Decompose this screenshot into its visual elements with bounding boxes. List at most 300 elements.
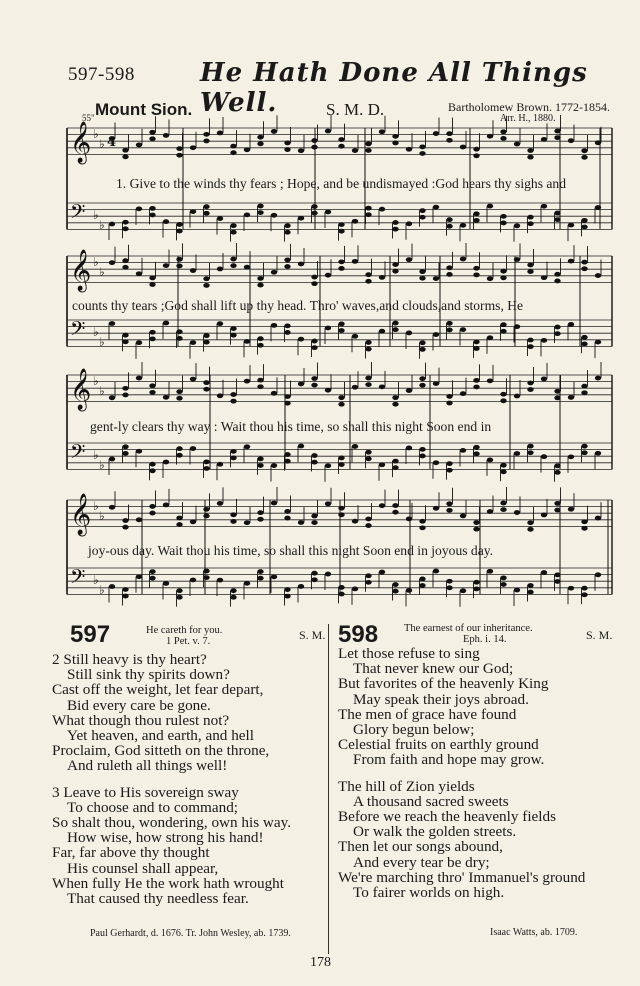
note-head [190,209,196,214]
note-head [257,210,263,215]
note-head [176,389,182,394]
note-head [487,569,493,574]
hymn-598-caption: The earnest of our inheritance. [404,623,533,634]
note-head [176,453,182,458]
note-head [365,580,371,585]
note-head [419,347,425,352]
note-head [541,454,547,459]
flat-icon: ♭ [99,218,105,232]
note-head [257,204,263,209]
note-head [230,449,236,454]
note-head [419,276,425,281]
note-head [406,331,412,336]
note-head [433,332,439,337]
note-head [392,402,398,407]
note-head [284,509,290,514]
note-head [595,273,601,278]
bass-clef-icon: 𝄢 [70,440,86,468]
note-head [568,259,574,264]
note-head [203,211,209,216]
note-head [433,276,439,281]
note-head [284,141,290,146]
note-head [284,264,290,269]
verse-line: The men of grace have found [338,705,517,723]
treble-clef-icon: 𝄞 [70,494,92,535]
verse-line: Far, far above thy thought [52,844,210,862]
note-head [325,210,331,215]
note-head [392,262,398,267]
note-head [244,444,250,449]
verse-line: That caused thy needless fear. [67,890,249,908]
note-head [244,379,250,384]
note-head [500,136,506,141]
note-head [176,146,182,151]
note-head [352,385,358,390]
note-head [581,526,587,531]
note-head [190,519,196,524]
note-head [473,520,479,525]
time-signature: 4 [107,135,117,150]
lyric-line-3: gent-ly clears thy way : Wait thou his time, so shall this night Soon end in [90,419,492,434]
note-head [284,330,290,335]
note-head [136,143,142,148]
treble-clef-icon: 𝄞 [70,369,92,410]
note-head [257,141,263,146]
note-head [298,337,304,342]
note-head [473,378,479,383]
note-head [203,569,209,574]
note-head [379,329,385,334]
verse-line: Yet heaven, and earth, and hell [67,727,254,745]
note-head [446,217,452,222]
note-head [136,376,142,381]
note-head [149,282,155,287]
note-head [109,321,115,326]
note-head [473,153,479,158]
note-head [581,384,587,389]
note-head [541,137,547,142]
note-head [392,395,398,400]
note-head [541,204,547,209]
note-head [257,456,263,461]
note-head [500,507,506,512]
note-head [122,594,128,599]
note-head [122,154,128,159]
note-head [284,516,290,521]
note-head [446,265,452,270]
note-head [379,462,385,467]
note-head [487,134,493,139]
note-head [365,340,371,345]
note-head [230,223,236,228]
note-head [230,230,236,235]
note-head [271,213,277,218]
column-divider [328,624,329,954]
note-head [217,131,223,136]
note-head [163,502,169,507]
note-head [149,130,155,135]
note-head [460,257,466,262]
note-head [581,444,587,449]
note-head [203,514,209,519]
note-head [392,582,398,587]
note-head [338,506,344,511]
note-head [446,585,452,590]
note-head [514,451,520,456]
flat-icon: ♭ [99,384,105,398]
arranger-credit: Arr. H., 1880. [500,113,556,124]
lyric-line-2: counts thy tears ;God shall lift up thy head. Thro' waves,and clouds,and storms, He [72,298,524,313]
note-head [109,584,115,589]
hymn-597-stanza-2 [52,652,291,906]
lyric-line-4: joy-ous day. Wait thou his time, so shall this night Soon end in joyous day. [88,543,494,558]
note-head [473,527,479,532]
note-head [473,218,479,223]
note-head [176,588,182,593]
note-head [271,129,277,134]
note-head [230,595,236,600]
note-head [257,463,263,468]
verse-line: Celestial fruits on earthly ground [338,736,539,754]
note-head [244,520,250,525]
note-head [122,226,128,231]
note-head [541,275,547,280]
note-head [217,578,223,583]
note-head [136,449,142,454]
note-head [311,281,317,286]
note-head [419,340,425,345]
note-head [568,138,574,143]
note-head [257,569,263,574]
note-head [122,386,128,391]
note-head [581,335,587,340]
note-head [257,276,263,281]
hymn-598-stanza-1 [338,646,585,900]
note-head [311,345,317,350]
note-head [419,447,425,452]
note-head [595,451,601,456]
note-head [338,456,344,461]
verse-line: Then let our songs abound, [338,838,503,856]
note-head [176,329,182,334]
note-head [203,204,209,209]
note-head [527,450,533,455]
note-head [541,377,547,382]
note-head [541,338,547,343]
note-head [392,134,398,139]
note-head [487,378,493,383]
note-head [433,131,439,136]
flat-icon: ♭ [93,255,99,269]
note-head [500,329,506,334]
note-head [487,335,493,340]
note-head [446,224,452,229]
note-head [122,587,128,592]
note-head [109,457,115,462]
note-head [527,590,533,595]
note-head [190,340,196,345]
note-head [311,520,317,525]
note-head [581,155,587,160]
note-head [541,513,547,518]
note-head [446,501,452,506]
flat-icon: ♭ [99,583,105,597]
verse-line: But favorites of the heavenly King [338,675,549,693]
note-head [338,144,344,149]
note-head [284,594,290,599]
note-head [581,586,587,591]
metronome-mark: 55" [82,113,95,123]
note-head [379,129,385,134]
note-head [500,322,506,327]
note-head [473,451,479,456]
note-head [568,586,574,591]
note-head [257,336,263,341]
note-head [527,269,533,274]
note-head [581,225,587,230]
note-head [217,393,223,398]
note-head [568,507,574,512]
note-head [514,223,520,228]
note-head [109,395,115,400]
note-head [527,444,533,449]
note-head [568,322,574,327]
verse-line: Proclaim, God sitteth on the throne, [52,742,270,760]
note-head [338,402,344,407]
note-head [365,517,371,522]
note-head [392,465,398,470]
note-head [217,216,223,221]
note-head [257,576,263,581]
note-head [149,336,155,341]
note-head [419,215,425,220]
note-head [473,580,479,585]
verse-line: The hill of Zion yields [338,777,475,795]
note-head [203,387,209,392]
note-head [581,519,587,524]
note-head [527,215,533,220]
verse-line: 3 Leave to His sovereign sway [52,783,239,801]
note-head [230,263,236,268]
note-head [406,221,412,226]
note-head [419,576,425,581]
note-head [163,581,169,586]
note-head [244,581,250,586]
note-head [163,263,169,268]
verse-line: And ruleth all things well! [67,757,228,775]
note-head [325,326,331,331]
note-head [406,446,412,451]
note-head [500,501,506,506]
note-head [392,503,398,508]
note-head [365,376,371,381]
note-head [271,270,277,275]
note-head [109,222,115,227]
note-head [230,257,236,262]
note-head [203,507,209,512]
note-head [581,218,587,223]
page-number: 178 [310,955,331,970]
note-head [149,276,155,281]
note-head [271,501,277,506]
note-head [365,212,371,217]
note-head [365,279,371,284]
hymn-597-number: 597 [70,621,111,648]
note-head [473,272,479,277]
note-head [527,148,533,153]
composer-credit: Bartholomew Brown. 1772-1854. [448,100,610,114]
note-head [554,331,560,336]
verse-line: When fully He the work hath wrought [52,874,284,892]
note-head [257,384,263,389]
note-head [149,330,155,335]
note-head [338,328,344,333]
note-head [122,444,128,449]
page-title: He Hath Done All Things Well. [200,58,588,118]
verse-line: What though thou rulest not? [52,711,230,729]
note-head [392,141,398,146]
note-head [230,399,236,404]
note-head [122,220,128,225]
note-head [527,520,533,525]
note-head [311,376,317,381]
note-head [379,570,385,575]
note-head [406,147,412,152]
note-head [500,582,506,587]
note-head [446,272,452,277]
note-head [176,153,182,158]
note-head [487,276,493,281]
note-head [446,328,452,333]
note-head [527,221,533,226]
tune-name: Mount Sion. [95,100,193,119]
note-head [338,259,344,264]
note-head [514,142,520,147]
note-head [122,148,128,153]
hymn-597-author: Paul Gerhardt, d. 1676. Tr. John Wesley, ab. 1739. [90,928,291,939]
note-head [203,575,209,580]
note-head [244,339,250,344]
note-head [271,391,277,396]
flat-icon: ♭ [99,458,105,472]
note-head [446,508,452,513]
note-head [446,468,452,473]
treble-clef-icon: 𝄞 [70,122,92,163]
note-head [311,514,317,519]
note-head [433,506,439,511]
note-head [109,505,115,510]
note-head [581,148,587,153]
note-head [176,264,182,269]
note-head [230,326,236,331]
note-head [352,444,358,449]
verse-line: Cast off the weight, let fear depart, [52,681,264,699]
note-head [419,454,425,459]
note-head [149,511,155,516]
note-head [352,259,358,264]
note-head [122,451,128,456]
note-head [514,588,520,593]
note-head [365,206,371,211]
note-head [419,144,425,149]
note-head [365,272,371,277]
flat-icon: ♭ [93,448,99,462]
note-head [406,588,412,593]
note-head [230,333,236,338]
note-head [419,383,425,388]
note-head [109,260,115,265]
note-head [446,401,452,406]
note-head [338,229,344,234]
verse-line: We're marching thro' Immanuel's ground [338,868,586,886]
note-head [338,585,344,590]
note-head [257,135,263,140]
note-head [392,220,398,225]
note-head [365,573,371,578]
hymn-597-meter: S. M. [299,628,326,642]
note-head [163,395,169,400]
note-head [284,258,290,263]
note-head [433,460,439,465]
note-head [257,378,263,383]
note-head [325,129,331,134]
tune-meter: S. M. D. [326,100,385,119]
note-head [406,517,412,522]
note-head [325,273,331,278]
note-head [433,205,439,210]
note-head [554,325,560,330]
note-head [500,269,506,274]
note-head [527,344,533,349]
note-head [500,275,506,280]
note-head [163,321,169,326]
note-head [230,512,236,517]
note-head [338,395,344,400]
note-head [217,462,223,467]
note-head [500,463,506,468]
note-head [325,463,331,468]
note-head [284,230,290,235]
note-head [176,446,182,451]
verse-line: Let those refuse to sing [338,645,480,662]
note-head [514,394,520,399]
note-head [581,341,587,346]
note-head [217,501,223,506]
note-head [392,269,398,274]
note-head [392,510,398,515]
note-head [190,268,196,273]
note-head [163,133,169,138]
note-head [298,520,304,525]
note-head [271,574,277,579]
note-head [311,460,317,465]
note-head [338,462,344,467]
note-head [163,219,169,224]
note-head [217,321,223,326]
note-head [338,322,344,327]
note-head [203,380,209,385]
note-head [203,466,209,471]
note-head [136,340,142,345]
note-head [392,227,398,232]
verse-line: A thousand sacred sweets [353,792,509,810]
flat-icon: ♭ [99,509,105,523]
note-head [176,229,182,234]
hymn-598-author: Isaac Watts, ab. 1709. [490,927,578,938]
note-head [581,390,587,395]
note-head [244,265,250,270]
note-head [554,272,560,277]
